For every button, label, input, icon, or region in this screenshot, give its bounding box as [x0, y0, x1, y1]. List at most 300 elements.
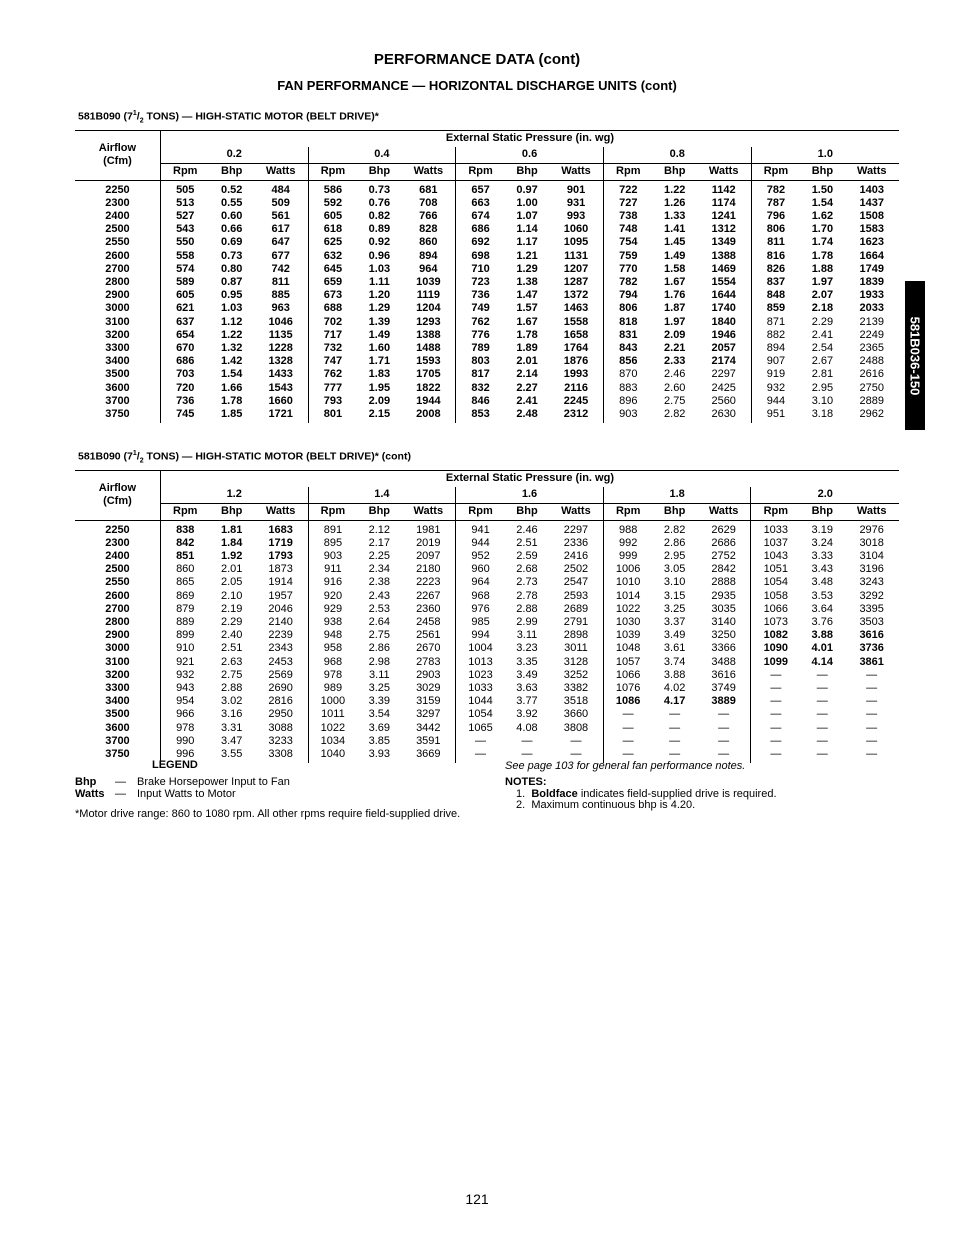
value-cell: 1000	[308, 695, 357, 708]
column-header: Watts	[254, 163, 308, 180]
value-cell: 889	[176, 616, 195, 628]
value-cell: 2.12	[368, 523, 391, 536]
value-cell: 1914	[268, 576, 293, 589]
value-cell: —	[718, 734, 730, 747]
value-cell: 2.64	[368, 616, 391, 628]
table-row	[75, 563, 899, 576]
value-cell: —	[816, 681, 828, 694]
value-cell: 831	[603, 329, 652, 342]
value-cell: 2.75	[368, 629, 391, 642]
table-row	[75, 250, 899, 263]
table-row	[75, 210, 899, 223]
airflow-cell: 2500	[75, 223, 160, 236]
value-cell: 3159	[416, 695, 441, 708]
value-cell: 968	[308, 655, 357, 668]
caption-fraction-den: 2	[139, 117, 144, 125]
value-cell: 3660	[563, 708, 589, 721]
value-cell: 2.53	[368, 602, 391, 615]
value-cell: 903	[308, 550, 357, 563]
airflow-label: Airflow	[98, 142, 137, 155]
value-cell: 0.97	[516, 183, 538, 196]
legend-item-watts	[75, 788, 236, 801]
value-cell: 754	[603, 236, 652, 249]
value-cell: 2.59	[516, 550, 538, 563]
value-cell: 2458	[416, 616, 441, 628]
value-cell: 931	[566, 196, 586, 209]
note-number: 2.	[516, 799, 526, 811]
value-cell: 3616	[859, 629, 884, 642]
value-cell: 1.71	[368, 355, 391, 368]
value-cell: 738	[603, 210, 652, 223]
value-cell: 1.92	[220, 550, 243, 563]
value-cell: —	[816, 668, 828, 681]
value-cell: 1.97	[664, 315, 686, 328]
value-cell: 1.89	[516, 341, 538, 354]
value-cell: 1.03	[368, 262, 391, 275]
value-cell: 1463	[563, 302, 589, 315]
value-cell: 2.29	[220, 616, 243, 628]
value-cell: 4.08	[516, 721, 538, 734]
value-cell: 1.88	[811, 262, 834, 275]
value-cell: 1241	[711, 210, 736, 223]
value-cell: 2453	[268, 655, 293, 668]
value-cell: 1.87	[664, 302, 686, 315]
value-cell: 698	[456, 250, 505, 263]
airflow-cell: 2300	[75, 197, 160, 210]
value-cell: 2.88	[516, 602, 538, 615]
value-cell: 1119	[416, 289, 440, 302]
value-cell: —	[669, 747, 681, 760]
value-cell: 3.10	[811, 394, 834, 407]
value-cell: 1060	[563, 223, 589, 236]
value-cell: 3243	[859, 576, 884, 589]
value-cell: 670	[176, 341, 195, 354]
value-cell: 871	[751, 315, 800, 328]
value-cell: 0.87	[221, 276, 243, 288]
value-cell: 1037	[751, 537, 800, 550]
column-header: Watts	[844, 503, 899, 520]
value-cell: 1.22	[221, 328, 243, 341]
value-cell: 617	[271, 223, 290, 236]
value-cell: 2.48	[516, 407, 538, 420]
value-cell: 787	[751, 197, 800, 210]
value-cell: 911	[308, 563, 357, 576]
value-cell: 1.29	[516, 262, 538, 275]
table-row	[75, 263, 899, 276]
value-cell: —	[866, 734, 878, 747]
value-cell: 919	[751, 368, 800, 381]
value-cell: 818	[603, 315, 652, 328]
value-cell: 826	[751, 263, 800, 276]
value-cell: 994	[456, 629, 505, 642]
column-header: Bhp	[653, 503, 697, 520]
value-cell: 828	[419, 223, 438, 236]
value-cell: 1660	[268, 394, 293, 407]
motor-footnote: *Motor drive range: 860 to 1080 rpm. All other rpms require field-supplied drive.	[75, 808, 461, 820]
value-cell: 2.05	[220, 576, 243, 589]
value-cell: 1488	[416, 341, 441, 354]
value-cell: 1.45	[664, 236, 686, 249]
value-cell: 3.77	[516, 695, 538, 708]
value-cell: —	[751, 669, 800, 682]
value-cell: 3.47	[220, 734, 243, 747]
value-cell: 838	[176, 523, 195, 536]
value-cell: 0.95	[221, 289, 243, 302]
value-cell: 592	[308, 197, 357, 210]
caption-fraction-num: 1	[132, 450, 137, 457]
airflow-cell: 3700	[75, 395, 160, 408]
value-cell: 702	[308, 315, 357, 328]
table-row	[75, 629, 899, 642]
column-header: Rpm	[308, 163, 357, 180]
value-cell: 2.46	[516, 523, 538, 536]
table-row	[75, 550, 899, 563]
airflow-cell: 2250	[75, 180, 160, 197]
value-cell: 647	[271, 236, 290, 249]
legend-abbr: Bhp	[75, 776, 97, 788]
value-cell: 0.73	[221, 249, 243, 262]
value-cell: 1044	[456, 695, 505, 708]
value-cell: 2.40	[220, 629, 243, 642]
value-cell: 1372	[563, 289, 589, 302]
value-cell: 882	[751, 329, 800, 342]
column-header: Bhp	[800, 163, 844, 180]
value-cell: 748	[603, 223, 652, 236]
value-cell: —	[718, 708, 730, 721]
value-cell: —	[866, 668, 878, 681]
value-cell: 1721	[268, 407, 293, 420]
value-cell: 806	[603, 302, 652, 315]
value-cell: 1993	[563, 368, 589, 381]
value-cell: 2.86	[663, 536, 686, 549]
column-header: Watts	[697, 163, 751, 180]
value-cell: 2593	[563, 589, 589, 602]
airflow-cell: 2400	[75, 550, 160, 563]
value-cell: 4.01	[811, 642, 833, 655]
value-cell: 3861	[859, 655, 884, 668]
table-caption: 581B090 ($7^1/_2$ TONS) — HIGH-STATIC MOTOR (BELT DRIVE)*	[75, 106, 899, 130]
value-cell: 990	[176, 734, 195, 747]
column-header: Bhp	[653, 163, 697, 180]
value-cell: —	[603, 708, 652, 721]
pressure-header: 2.0	[751, 487, 899, 504]
value-cell: 964	[419, 262, 438, 275]
value-cell: 4.14	[811, 655, 833, 668]
value-cell: 2174	[711, 355, 736, 368]
value-cell: 3.23	[516, 642, 538, 655]
value-cell: 745	[176, 407, 195, 420]
value-cell: 3591	[416, 734, 441, 747]
caption-text: TONS) — HIGH-STATIC MOTOR (BELT DRIVE)*	[143, 110, 379, 123]
value-cell: 1174	[711, 196, 736, 209]
value-cell: 2.01	[220, 563, 243, 576]
airflow-cell: 3100	[75, 315, 160, 328]
value-cell: 895	[308, 537, 357, 550]
value-cell: 1.57	[516, 302, 538, 315]
value-cell: 0.80	[221, 262, 243, 275]
value-cell: 1.74	[811, 236, 834, 249]
value-cell: 1.78	[516, 328, 538, 341]
value-cell: 759	[603, 250, 652, 263]
table-row	[75, 289, 899, 302]
value-cell: 1228	[268, 341, 293, 354]
value-cell: 846	[456, 395, 505, 408]
value-cell: 2097	[416, 550, 441, 563]
airflow-cell: 2800	[75, 616, 160, 629]
value-cell: 885	[271, 289, 290, 302]
value-cell: 1328	[268, 355, 293, 368]
value-cell: 963	[271, 302, 290, 315]
value-cell: 0.82	[368, 210, 391, 223]
legend-text: Brake Horsepower Input to Fan	[137, 776, 290, 788]
value-cell: 681	[419, 183, 438, 196]
column-header: Watts	[697, 503, 751, 520]
value-cell: 1.12	[221, 315, 243, 328]
value-cell: —	[866, 681, 878, 694]
value-cell: 3.35	[516, 655, 538, 668]
value-cell: —	[751, 735, 800, 748]
table-row	[75, 381, 899, 394]
value-cell: 2.43	[368, 589, 391, 602]
value-cell: 3.63	[516, 681, 538, 694]
pressure-header: 1.0	[751, 147, 899, 164]
value-cell: 2046	[268, 602, 293, 615]
value-cell: 2.09	[664, 328, 686, 341]
value-cell: 2569	[268, 668, 293, 681]
value-cell: 2239	[268, 629, 293, 642]
value-cell: 2783	[416, 655, 441, 668]
value-cell: 1664	[859, 249, 884, 262]
value-cell: 2245	[563, 394, 589, 407]
value-cell: 1010	[603, 576, 652, 589]
value-cell: 1793	[268, 550, 293, 563]
value-cell: 747	[308, 355, 357, 368]
airflow-cell: 2300	[75, 537, 160, 550]
value-cell: —	[816, 695, 828, 708]
table-caption-row	[75, 106, 899, 130]
value-cell: 3.93	[368, 747, 391, 760]
table-row	[75, 576, 899, 589]
value-cell: 3104	[859, 550, 884, 563]
value-cell: 2.88	[220, 681, 243, 694]
value-cell: 1022	[308, 721, 357, 734]
value-cell: 1.54	[811, 196, 834, 209]
value-cell: 605	[176, 289, 195, 302]
value-cell: —	[570, 747, 582, 760]
value-cell: 901	[566, 183, 586, 196]
value-cell: 3196	[859, 563, 884, 576]
column-header: Bhp	[505, 503, 549, 520]
value-cell: 1099	[751, 655, 800, 668]
value-cell: —	[603, 748, 652, 763]
value-cell: 1543	[268, 381, 293, 394]
value-cell: 527	[176, 210, 195, 223]
value-cell: 1740	[711, 302, 736, 315]
value-cell: 3.69	[368, 721, 391, 734]
value-cell: 903	[603, 408, 652, 423]
table-row	[75, 655, 899, 668]
value-cell: 920	[308, 590, 357, 603]
value-cell: 3736	[859, 642, 884, 655]
column-header: Bhp	[505, 163, 549, 180]
table-row	[75, 342, 899, 355]
table-row	[75, 395, 899, 408]
value-cell: 589	[176, 276, 195, 288]
value-cell: 1.32	[221, 341, 243, 354]
value-cell: 3.53	[811, 589, 833, 602]
value-cell: 2.25	[368, 550, 391, 563]
airflow-cell: 2400	[75, 210, 160, 223]
value-cell: 710	[456, 263, 505, 276]
value-cell: 3616	[711, 668, 736, 681]
value-cell: 1.38	[516, 276, 538, 288]
value-cell: —	[669, 734, 681, 747]
value-cell: 2.81	[811, 368, 834, 381]
value-cell: 1066	[603, 669, 652, 682]
pressure-header: 0.2	[160, 147, 308, 164]
value-cell: 484	[271, 183, 290, 196]
airflow-cell: 2600	[75, 590, 160, 603]
value-cell: 2297	[711, 368, 736, 381]
value-cell: —	[570, 734, 582, 747]
value-cell: 865	[176, 576, 195, 589]
esp-header: External Static Pressure (in. wg)	[445, 132, 614, 145]
value-cell: 1022	[603, 603, 652, 616]
value-cell: 793	[308, 395, 357, 408]
table-row	[75, 223, 899, 236]
table-row	[75, 708, 899, 721]
value-cell: 3395	[859, 602, 884, 615]
value-cell: 0.69	[221, 236, 243, 249]
table-row	[75, 329, 899, 342]
value-cell: 992	[603, 537, 652, 550]
value-cell: 3.43	[811, 563, 833, 576]
value-cell: 3.49	[516, 668, 538, 681]
value-cell: 907	[751, 355, 800, 368]
airflow-cell: 2900	[75, 629, 160, 642]
value-cell: 2502	[563, 563, 589, 576]
value-cell: 1946	[711, 328, 736, 341]
airflow-cell: 2700	[75, 263, 160, 276]
airflow-cell: 3300	[75, 682, 160, 695]
value-cell: 686	[456, 223, 505, 236]
airflow-cell: 2500	[75, 563, 160, 576]
table-row	[75, 748, 899, 763]
value-cell: 1840	[711, 315, 736, 328]
value-cell: 1312	[711, 223, 736, 236]
value-cell: 869	[176, 589, 195, 602]
value-cell: 1403	[859, 183, 884, 196]
value-cell: 3.64	[811, 602, 833, 615]
value-cell: 3.18	[811, 407, 834, 420]
column-header: Bhp	[800, 503, 844, 520]
value-cell: 513	[176, 196, 195, 209]
value-cell: 2.14	[516, 368, 538, 381]
value-cell: 3.74	[663, 655, 686, 668]
value-cell: 1.95	[368, 381, 391, 394]
value-cell: 2.18	[811, 302, 834, 315]
value-cell: 2.09	[368, 394, 391, 407]
table-row	[75, 669, 899, 682]
column-header: Bhp	[210, 163, 254, 180]
value-cell: 1040	[308, 748, 357, 763]
value-cell: 2686	[711, 536, 736, 549]
note-2	[516, 799, 695, 811]
value-cell: 883	[603, 381, 652, 394]
table-row	[75, 616, 899, 629]
value-cell: 1039	[603, 629, 652, 642]
value-cell: 1433	[268, 368, 293, 381]
value-cell: 2842	[711, 563, 736, 576]
value-cell: 1004	[456, 642, 505, 655]
value-cell: 1.41	[664, 223, 686, 236]
value-cell: 3.76	[811, 616, 833, 628]
airflow-cell: 3750	[75, 748, 160, 763]
airflow-cell: 2550	[75, 576, 160, 589]
value-cell: 1039	[416, 276, 441, 288]
airflow-cell: 2900	[75, 289, 160, 302]
value-cell: 673	[308, 289, 357, 302]
value-cell: 2343	[268, 642, 293, 655]
value-cell: 1066	[751, 603, 800, 616]
value-cell: 2898	[563, 629, 589, 642]
value-cell: 3250	[711, 629, 736, 642]
value-cell: 663	[456, 197, 505, 210]
value-cell: 1705	[416, 368, 441, 381]
value-cell: 2.07	[811, 289, 834, 302]
value-cell: 948	[308, 629, 357, 642]
value-cell: 2889	[859, 394, 884, 407]
value-cell: 870	[603, 368, 652, 381]
value-cell: 3011	[564, 642, 588, 655]
value-cell: 2629	[711, 523, 736, 536]
value-cell: 1.11	[368, 276, 390, 288]
value-cell: 929	[308, 603, 357, 616]
pressure-header: 1.6	[456, 487, 604, 504]
value-cell: 3669	[416, 747, 441, 760]
value-cell: 3488	[711, 655, 736, 668]
value-cell: 2935	[711, 589, 736, 602]
pressure-header: 0.4	[308, 147, 456, 164]
value-cell: 1.81	[220, 523, 243, 536]
value-cell: 1287	[563, 276, 589, 288]
value-cell: 2560	[711, 394, 736, 407]
value-cell: 2888	[711, 576, 736, 589]
value-cell: 3.19	[811, 523, 833, 536]
value-cell: 3.16	[220, 708, 243, 721]
value-cell: 803	[456, 355, 505, 368]
value-cell: 1011	[308, 708, 357, 721]
column-header: Bhp	[210, 503, 254, 520]
legend-dash: —	[115, 788, 126, 800]
value-cell: 2.75	[220, 668, 243, 681]
value-cell: 3.55	[220, 747, 243, 760]
value-cell: 550	[176, 236, 195, 249]
value-cell: 509	[271, 196, 290, 209]
value-cell: 3.05	[663, 563, 686, 576]
note-text: indicates field-supplied drive is required.	[577, 788, 777, 800]
value-cell: 2.41	[516, 394, 538, 407]
value-cell: 1033	[456, 682, 505, 695]
pressure-header: 0.6	[456, 147, 604, 164]
value-cell: 3.48	[811, 576, 833, 589]
value-cell: 736	[176, 394, 195, 407]
value-cell: 2365	[859, 341, 884, 354]
value-cell: 1388	[711, 249, 736, 262]
value-cell: —	[456, 735, 505, 748]
value-cell: 2689	[563, 602, 589, 615]
value-cell: 851	[176, 550, 195, 563]
